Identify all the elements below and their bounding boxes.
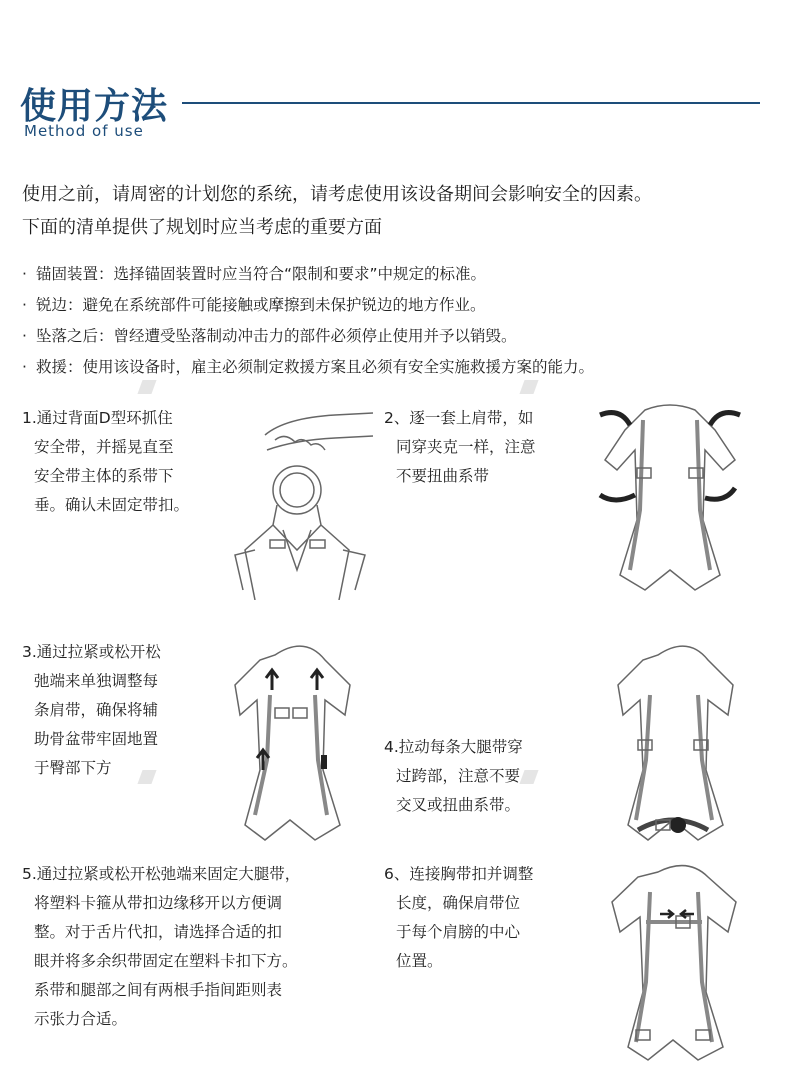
step-line: 4.拉动每条大腿带穿 bbox=[384, 738, 523, 756]
step-line: 6、连接胸带扣并调整 bbox=[384, 865, 534, 883]
step-6-illustration bbox=[598, 862, 748, 1062]
bullet-text: 坠落之后：曾经遭受坠落制动冲击力的部件必须停止使用并予以销毁。 bbox=[36, 327, 517, 345]
step-line: 系带和腿部之间有两根手指间距则表 bbox=[34, 981, 283, 999]
step-line: 过跨部，注意不要 bbox=[396, 767, 521, 785]
bullet-text: 锐边：避免在系统部件可能接触或摩擦到未保护锐边的地方作业。 bbox=[36, 296, 486, 314]
bullet-item: · 坠落之后：曾经遭受坠落制动冲击力的部件必须停止使用并予以销毁。 bbox=[22, 327, 517, 345]
step-line: 5.通过拉紧或松开松弛端来固定大腿带， bbox=[22, 865, 301, 883]
step-6-text bbox=[384, 860, 533, 976]
step-line: 条肩带，确保将辅 bbox=[34, 701, 159, 719]
bullet-text: 锚固装置：选择锚固装置时应当符合“限制和要求”中规定的标准。 bbox=[36, 265, 487, 283]
step-line: 不要扭曲系带 bbox=[396, 467, 490, 485]
step-line: 将塑料卡箍从带扣边缘移开以方便调 bbox=[34, 894, 283, 912]
step-line: 长度，确保肩带位 bbox=[396, 894, 521, 912]
intro-line-2: 下面的清单提供了规划时应当考虑的重要方面 bbox=[22, 217, 382, 238]
step-line: 整。对于舌片代扣，请选择合适的扣 bbox=[34, 923, 283, 941]
step-2-illustration bbox=[595, 400, 745, 600]
page-subtitle: Method of use bbox=[24, 122, 144, 140]
step-line: 眼并将多余织带固定在塑料卡扣下方。 bbox=[34, 952, 298, 970]
step-line: 弛端来单独调整每 bbox=[34, 672, 159, 690]
step-4-illustration bbox=[598, 640, 748, 845]
page-title: 使用方法 bbox=[20, 86, 169, 127]
step-line: 3.通过拉紧或松开松 bbox=[22, 643, 161, 661]
step-line: 于臀部下方 bbox=[34, 759, 112, 777]
step-4-text bbox=[384, 733, 523, 820]
bullet-text: 救援：使用该设备时，雇主必须制定救援方案且必须有安全实施救援方案的能力。 bbox=[36, 358, 595, 376]
watermark-mark bbox=[519, 380, 538, 394]
step-line: 1.通过背面D型环抓住 bbox=[22, 409, 173, 427]
step-2-text bbox=[384, 404, 536, 491]
step-line: 示张力合适。 bbox=[34, 1010, 128, 1028]
step-1-illustration bbox=[225, 410, 375, 600]
step-line: 安全带主体的系带下 bbox=[34, 467, 174, 485]
step-line: 于每个肩膀的中心 bbox=[396, 923, 521, 941]
watermark-mark bbox=[137, 380, 156, 394]
step-line: 位置。 bbox=[396, 952, 443, 970]
step-line: 同穿夹克一样，注意 bbox=[396, 438, 536, 456]
step-3-illustration bbox=[215, 640, 365, 845]
title-divider bbox=[182, 102, 760, 104]
step-3-text bbox=[22, 638, 161, 783]
step-line: 垂。确认未固定带扣。 bbox=[34, 496, 190, 514]
step-5-text bbox=[22, 860, 300, 1034]
intro-line-1: 使用之前，请周密的计划您的系统，请考虑使用该设备期间会影响安全的因素。 bbox=[22, 184, 652, 205]
bullet-item: · 锚固装置：选择锚固装置时应当符合“限制和要求”中规定的标准。 bbox=[22, 265, 487, 283]
bullet-item: · 锐边：避免在系统部件可能接触或摩擦到未保护锐边的地方作业。 bbox=[22, 296, 486, 314]
step-1-text bbox=[22, 404, 189, 520]
bullet-item: · 救援：使用该设备时，雇主必须制定救援方案且必须有安全实施救援方案的能力。 bbox=[22, 358, 595, 376]
step-line: 安全带，并摇晃直至 bbox=[34, 438, 174, 456]
step-line: 交叉或扭曲系带。 bbox=[396, 796, 521, 814]
step-line: 2、逐一套上肩带，如 bbox=[384, 409, 534, 427]
step-line: 助骨盆带牢固地置 bbox=[34, 730, 159, 748]
